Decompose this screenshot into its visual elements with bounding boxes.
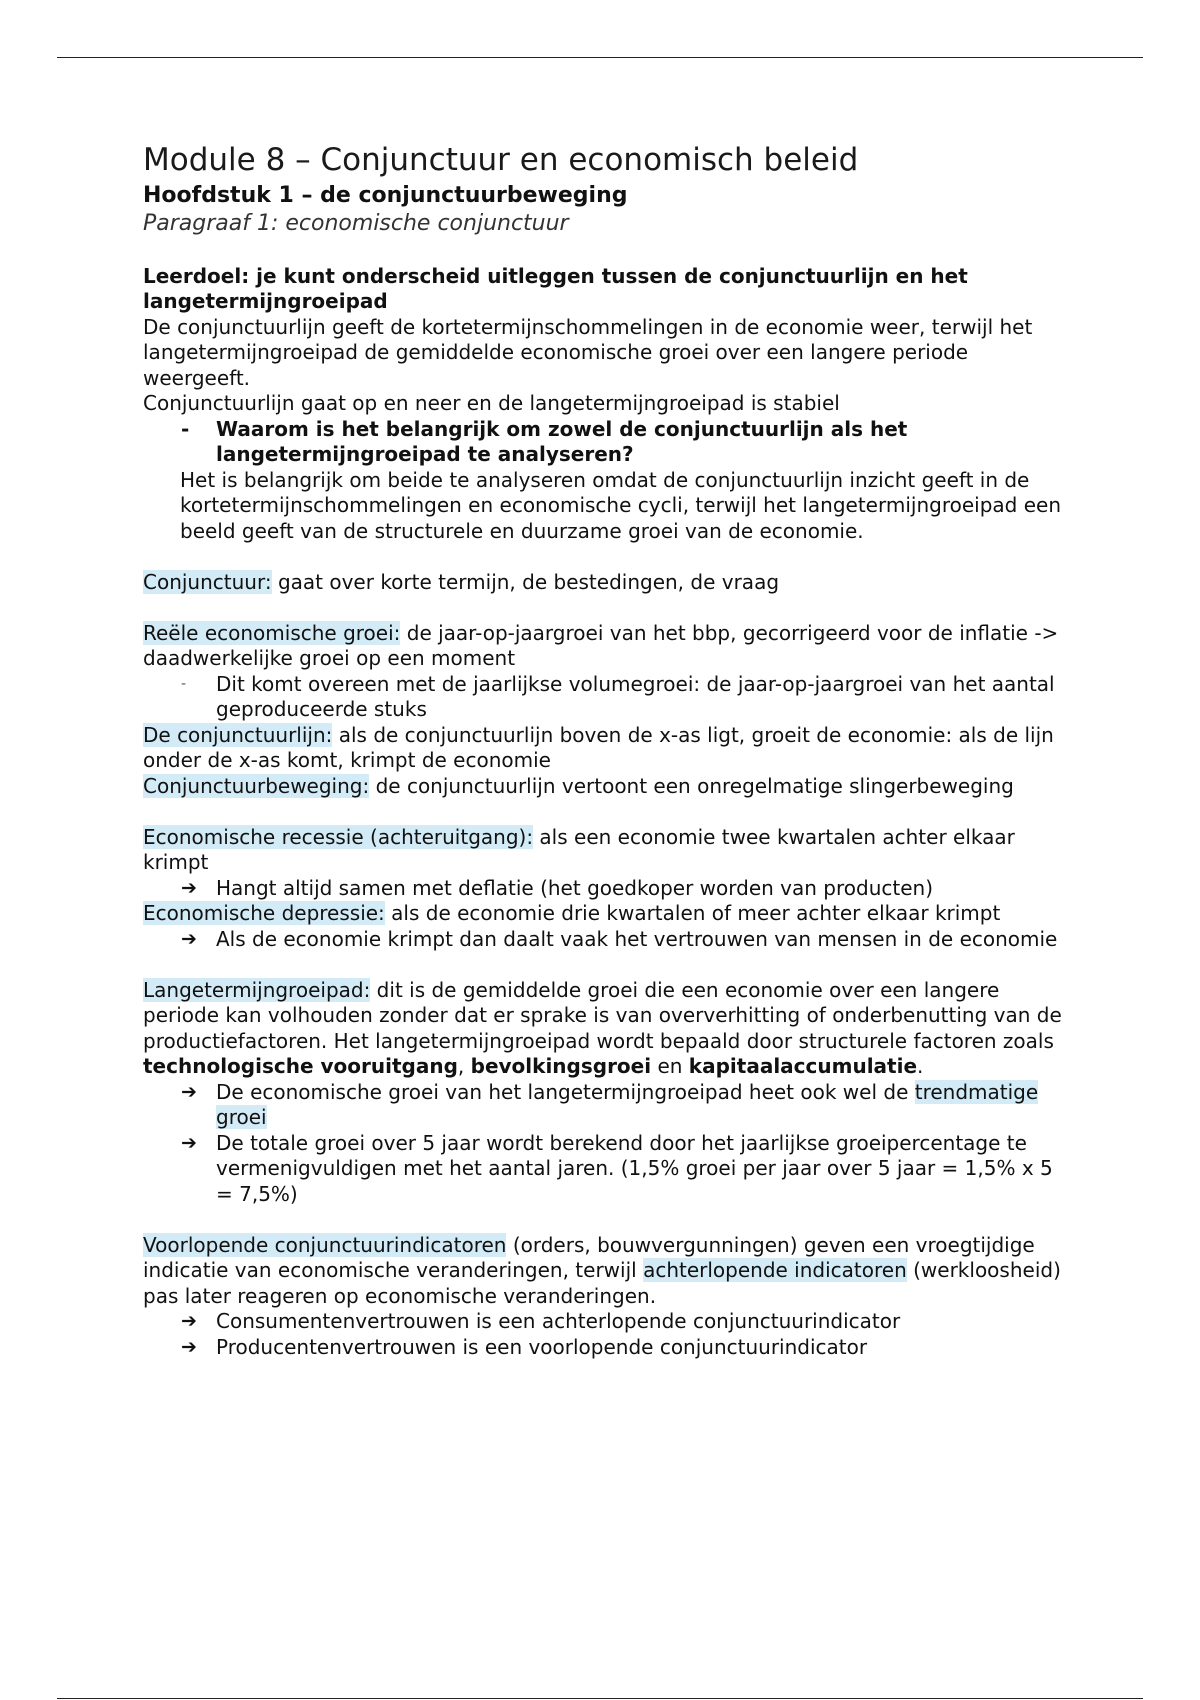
definition-text: dit is de gemiddelde groei die een economie over een langere periode kan volhouden zonder dat er sprake is van oververhitting of onderbenutting van de productiefactoren. Het langetermijngroeipad wordt bepaald door structurele factoren zoals (143, 977, 1062, 1053)
list-item (143, 417, 1073, 468)
bold-term: kapitaalaccumulatie (688, 1054, 918, 1078)
bullet-text: Dit komt overeen met de jaarlijkse volumegroei: de jaar-op-jaargroei van het aantal geproduceerde stuks (216, 671, 1055, 721)
list-item (143, 1080, 1073, 1131)
chapter-heading: Hoofdstuk 1 – de conjunctuurbeweging (143, 183, 628, 208)
learning-goal-text: De conjunctuurlijn geeft de kortetermijnschommelingen in de economie weer, terwijl het langetermijngroeipad de gemiddelde economische groei over een langere periode weergeeft. (143, 314, 1033, 390)
arrow-bullet-icon: ➔ (181, 927, 197, 950)
term-highlight: Voorlopende conjunctuurindicatoren (143, 1232, 507, 1257)
page-title: Module 8 – Conjunctuur en economisch beleid (143, 142, 859, 178)
term-highlight: trendmatige groei (216, 1079, 1039, 1129)
list-item (143, 876, 1073, 902)
definition-text: de conjunctuurlijn vertoont een onregelmatige slingerbeweging (369, 773, 1014, 798)
arrow-bullet-icon: ➔ (181, 1335, 197, 1358)
definition-text: (orders, bouwvergunningen) geven een vroegtijdige indicatie van economische veranderingen, terwijl (143, 1232, 1035, 1282)
arrow-bullet-icon: ➔ (181, 876, 197, 899)
dash-bullet-icon: - (181, 416, 190, 441)
bottom-rule (57, 1698, 1143, 1699)
learning-goal-heading: Leerdoel: je kunt onderscheid uitleggen tussen de conjunctuurlijn en het langetermijngroeipad (143, 263, 968, 313)
separator-text: , (457, 1054, 471, 1078)
bullet-list (143, 1309, 1073, 1360)
definition-recessie (143, 825, 1073, 876)
bullet-text: Hangt altijd samen met deflatie (het goedkoper worden van producten) (216, 875, 934, 900)
definition-conjunctuurlijn (143, 723, 1073, 774)
bullet-text: Als de economie krimpt dan daalt vaak het vertrouwen van mensen in de economie (216, 926, 1058, 951)
spacer (143, 1207, 1073, 1233)
term-highlight: De conjunctuurlijn: (143, 722, 333, 747)
spacer (143, 238, 1073, 264)
term-highlight: achterlopende indicatoren (643, 1258, 907, 1282)
term-highlight: Langetermijngroeipad: (143, 977, 371, 1002)
spacer (143, 952, 1073, 978)
definition-conjunctuurbeweging (143, 774, 1073, 800)
spacer (143, 544, 1073, 570)
bullet-text: Consumentenvertrouwen is een achterlopende conjunctuurindicator (216, 1309, 901, 1333)
definition-conjunctuur (143, 570, 1073, 596)
spacer (143, 595, 1073, 621)
list-item (143, 1309, 1073, 1335)
bold-term: technologische vooruitgang (143, 1054, 458, 1078)
definition-text: de jaar-op-jaargroei van het bbp, gecorrigeerd voor de inflatie -> daadwerkelijke groei op een moment (143, 620, 1059, 670)
bullet-text: De totale groei over 5 jaar wordt berekend door het jaarlijkse groeipercentage te vermenigvuldigen met het aantal jaren. (1,5% groei per jaar over 5 jaar = 1,5% x 5 = 7,5%) (216, 1130, 1053, 1206)
separator-text: en (651, 1054, 689, 1078)
top-rule (57, 57, 1143, 58)
definition-text: gaat over korte termijn, de bestedingen, de vraag (271, 569, 780, 594)
term-highlight: Economische depressie: (143, 901, 385, 925)
bold-term: bevolkingsgroei (470, 1054, 652, 1078)
separator-text: . (917, 1054, 924, 1078)
learning-goal-summary: Conjunctuurlijn gaat op en neer en de langetermijngroeipad is stabiel (143, 391, 840, 415)
list-item (143, 927, 1073, 953)
bullet-text: De economische groei van het langetermijngroeipad heet ook wel de (216, 1079, 915, 1104)
spacer (143, 799, 1073, 825)
list-item (143, 1131, 1073, 1208)
bullet-list (143, 927, 1073, 953)
definition-text: als een economie twee kwartalen achter elkaar krimpt (143, 824, 1015, 874)
term-highlight: Conjunctuur: (143, 569, 272, 594)
definition-depressie (143, 901, 1073, 927)
definition-reele-groei (143, 621, 1073, 672)
definition-text: als de economie drie kwartalen of meer achter elkaar krimpt (384, 901, 1001, 925)
question-text: Waarom is het belangrijk om zowel de conjunctuurlijn als het langetermijngroeipad te analyseren? (216, 416, 908, 466)
paragraph-heading: Paragraaf 1: economische conjunctuur (143, 211, 569, 236)
dash-bullet-icon: - (181, 675, 187, 692)
arrow-bullet-icon: ➔ (181, 1131, 197, 1154)
document-body (143, 140, 1073, 1360)
definition-indicatoren (143, 1233, 1073, 1310)
arrow-bullet-icon: ➔ (181, 1080, 197, 1103)
bullet-list (143, 672, 1073, 723)
bullet-list (143, 1080, 1073, 1208)
list-item (143, 1335, 1073, 1361)
definition-text: als de conjunctuurlijn boven de x-as ligt, groeit de economie: als de lijn onder de x-as komt, krimpt de economie (143, 722, 1054, 772)
answer-text: Het is belangrijk om beide te analyseren omdat de conjunctuurlijn inzicht geeft in de kortetermijnschommelingen en economische cycli, terwijl het langetermijngroeipad een beeld geeft van de structurele en duurzame groei van de economie. (180, 467, 1061, 543)
term-highlight: Reële economische groei: (143, 620, 401, 645)
definition-langetermijngroeipad (143, 978, 1073, 1080)
term-highlight: Economische recessie (achteruitgang): (143, 824, 534, 849)
bullet-list (143, 876, 1073, 902)
question-list (143, 417, 1073, 468)
bullet-text: Producentenvertrouwen is een voorlopende conjunctuurindicator (216, 1334, 868, 1359)
list-item (143, 672, 1073, 723)
term-highlight: Conjunctuurbeweging: (143, 773, 370, 798)
arrow-bullet-icon: ➔ (181, 1310, 197, 1332)
definition-text: (werkloosheid) pas later reageren op economische veranderingen. (143, 1258, 1061, 1308)
